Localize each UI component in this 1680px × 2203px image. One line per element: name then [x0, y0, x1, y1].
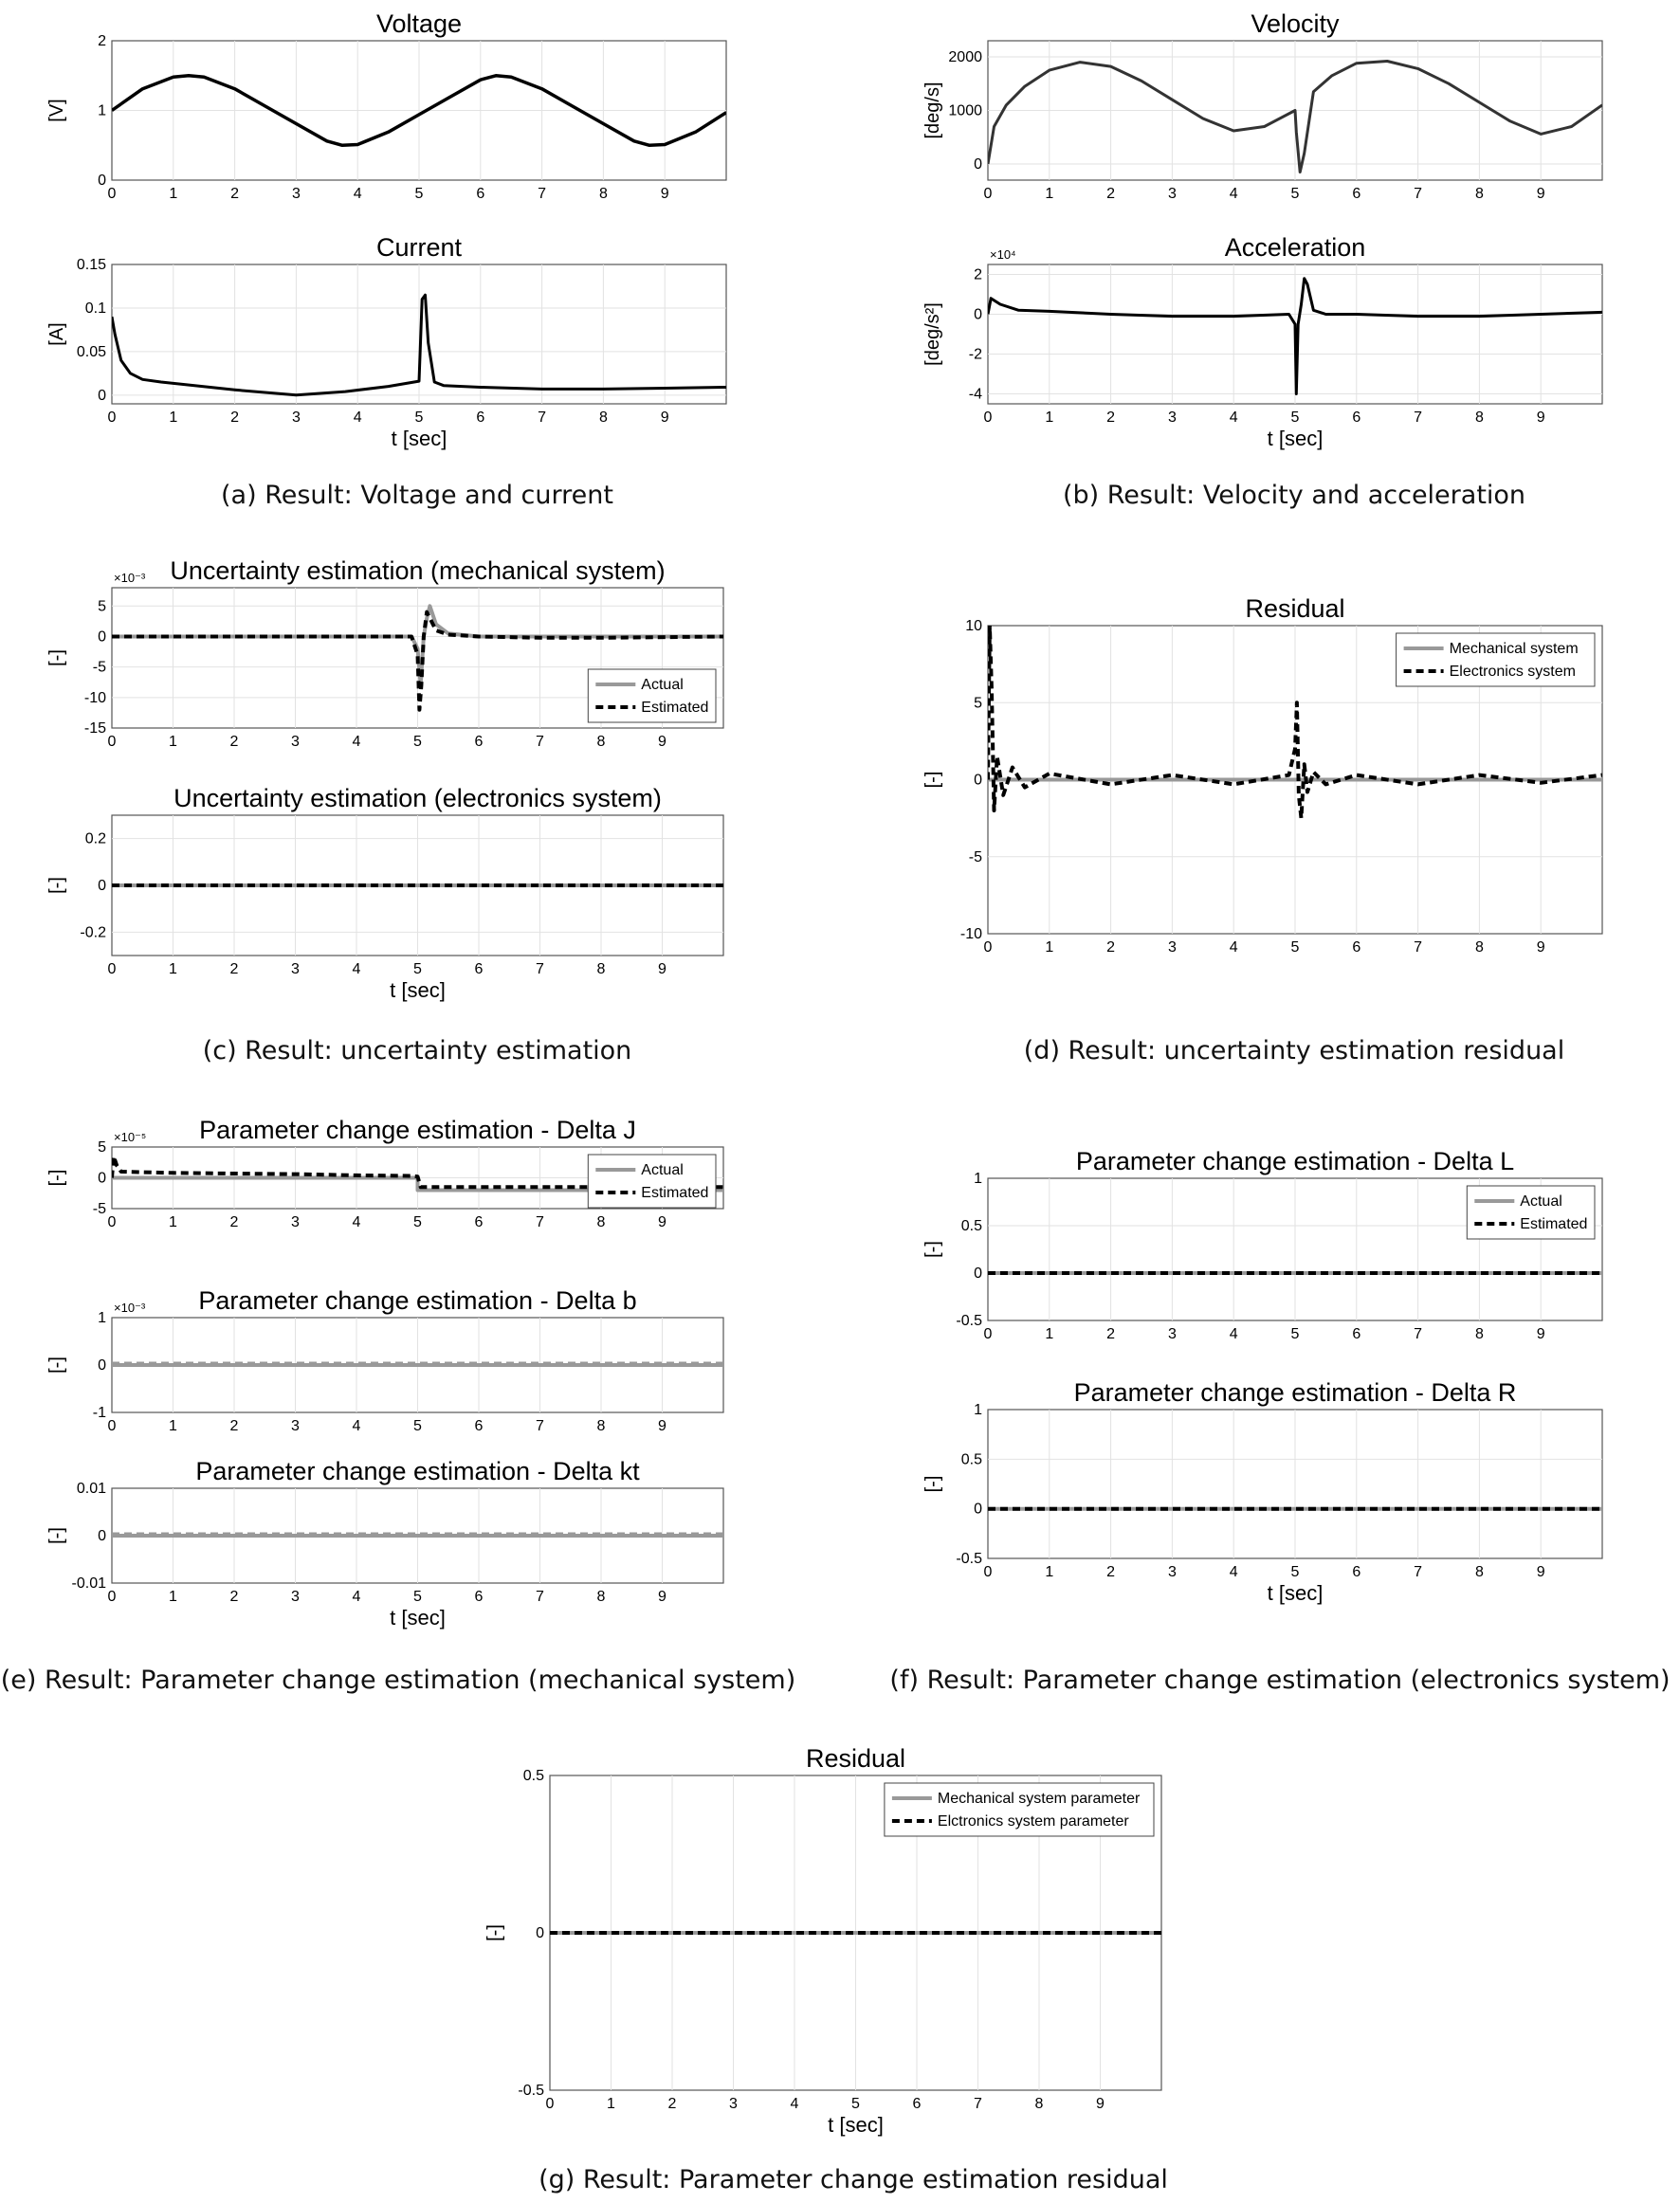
y-tick-label: 0: [974, 772, 982, 789]
chart-title: Velocity: [1251, 9, 1340, 38]
chart-panel-d: [922, 594, 1602, 956]
y-axis-label: [V]: [46, 99, 67, 122]
y-tick-label: 1: [98, 102, 106, 119]
x-tick-label: 7: [536, 961, 544, 977]
x-tick-label: 0: [983, 939, 993, 956]
x-tick-label: 0: [107, 734, 117, 750]
x-tick-label: 5: [414, 186, 424, 202]
y-tick-label: 0.15: [76, 257, 106, 273]
x-tick-label: 4: [352, 734, 361, 750]
x-tick-label: 8: [1474, 410, 1484, 426]
x-axis-label: t [sec]: [1267, 1581, 1324, 1605]
x-tick-label: 6: [476, 410, 485, 426]
x-tick-label: 8: [598, 186, 608, 202]
chart-panel-a: [46, 9, 726, 202]
x-tick-label: 4: [353, 410, 362, 426]
x-axis-label: t [sec]: [390, 978, 446, 1002]
x-tick-label: 0: [983, 410, 993, 426]
x-tick-label: 6: [476, 186, 485, 202]
chart-panel-g: [484, 1744, 1161, 2137]
y-tick-label: 2: [98, 33, 106, 49]
x-tick-label: 7: [1414, 1326, 1423, 1342]
x-tick-label: 3: [291, 734, 300, 750]
x-tick-label: 7: [536, 1589, 544, 1605]
legend-label: Electronics system: [1449, 664, 1576, 680]
chart-panel-c: [46, 784, 723, 1002]
chart-title: Voltage: [375, 9, 463, 38]
x-tick-label: 5: [413, 734, 422, 750]
x-tick-label: 7: [536, 734, 544, 750]
y-tick-label: 5: [98, 598, 106, 615]
chart-title: Parameter change estimation - Delta L: [1075, 1147, 1515, 1175]
chart-title: Parameter change estimation - Delta J: [199, 1116, 636, 1144]
chart-panel-f: [922, 1378, 1602, 1605]
y-tick-label: -0.2: [80, 924, 106, 941]
y-tick-label: -5: [92, 1201, 106, 1217]
x-tick-label: 9: [1536, 1564, 1545, 1580]
y-tick-label: 1: [974, 1402, 982, 1418]
x-tick-label: 7: [536, 1214, 544, 1230]
x-tick-label: 3: [291, 1589, 300, 1605]
x-axis-label: t [sec]: [828, 2113, 884, 2137]
y-tick-label: -5: [92, 659, 106, 676]
x-tick-label: 6: [474, 1214, 484, 1230]
y-tick-label: 0: [98, 1170, 106, 1187]
legend-label: Mechanical system: [1449, 641, 1579, 657]
y-tick-label: -15: [83, 720, 106, 737]
x-tick-label: 0: [983, 1326, 993, 1342]
chart-title: Acceleration: [1224, 233, 1366, 262]
x-axis-label: t [sec]: [390, 1606, 446, 1629]
y-tick-label: 0: [98, 1357, 106, 1374]
x-tick-label: 1: [169, 1214, 177, 1230]
x-tick-label: 8: [598, 410, 608, 426]
y-tick-label: -5: [968, 848, 982, 865]
x-tick-label: 5: [1290, 1326, 1300, 1342]
x-tick-label: 5: [851, 2096, 860, 2112]
legend-label: Actual: [1520, 1193, 1562, 1210]
y-axis-label: [deg/s]: [922, 82, 943, 139]
y-tick-label: 1000: [948, 102, 982, 119]
figure-caption: (a) Result: Voltage and current: [221, 481, 613, 510]
x-tick-label: 6: [474, 1589, 484, 1605]
x-tick-label: 3: [729, 2096, 738, 2112]
y-tick-label: -2: [968, 346, 982, 363]
x-tick-label: 3: [291, 1214, 300, 1230]
x-tick-label: 3: [291, 410, 301, 426]
chart-title: Parameter change estimation - Delta kt: [195, 1457, 640, 1485]
y-axis-label: [-]: [922, 771, 943, 789]
x-tick-label: 1: [169, 734, 177, 750]
y-tick-label: 10: [965, 618, 982, 634]
x-tick-label: 2: [230, 410, 240, 426]
y-tick-label: 0.5: [960, 1218, 982, 1234]
x-tick-label: 5: [1290, 939, 1300, 956]
x-tick-label: 6: [474, 961, 484, 977]
x-tick-label: 2: [229, 734, 239, 750]
y-tick-label: -0.5: [956, 1313, 982, 1329]
x-tick-label: 9: [660, 186, 669, 202]
x-tick-label: 3: [291, 186, 301, 202]
x-tick-label: 1: [169, 1589, 177, 1605]
x-tick-label: 7: [538, 410, 547, 426]
x-axis-label: t [sec]: [1267, 427, 1324, 450]
x-tick-label: 5: [1290, 186, 1300, 202]
chart-title: Parameter change estimation - Delta b: [198, 1286, 637, 1315]
y-tick-label: -10: [83, 689, 106, 706]
x-tick-label: 5: [413, 961, 422, 977]
x-tick-label: 0: [107, 410, 117, 426]
y-tick-label: -0.5: [956, 1551, 982, 1567]
x-tick-label: 6: [474, 1418, 484, 1434]
x-tick-label: 9: [658, 961, 667, 977]
y-tick-label: 0: [98, 173, 106, 189]
y-tick-label: 5: [98, 1139, 106, 1156]
x-tick-label: 9: [658, 1418, 667, 1434]
legend-label: Estimated: [641, 1185, 709, 1201]
x-tick-label: 7: [1414, 186, 1423, 202]
y-axis-label: [-]: [922, 1475, 943, 1493]
y-tick-label: 0.5: [522, 1768, 544, 1784]
x-tick-label: 9: [658, 734, 667, 750]
y-tick-label: 1: [98, 1310, 106, 1326]
figure-caption: (e) Result: Parameter change estimation (mechanical system): [0, 1666, 796, 1695]
x-tick-label: 2: [667, 2096, 677, 2112]
x-tick-label: 1: [607, 2096, 615, 2112]
x-tick-label: 3: [1167, 410, 1177, 426]
y-axis-label: [A]: [46, 322, 67, 346]
axis-exponent: ×10⁻⁵: [114, 1130, 147, 1144]
x-tick-label: 1: [169, 186, 178, 202]
axis-exponent: ×10⁻³: [114, 571, 146, 585]
x-tick-label: 0: [983, 1564, 993, 1580]
chart-panel-b: [922, 9, 1602, 202]
x-tick-label: 1: [169, 961, 177, 977]
y-tick-label: 0: [536, 1925, 544, 1941]
legend-label: Estimated: [1520, 1216, 1588, 1232]
x-tick-label: 7: [538, 186, 547, 202]
x-tick-label: 0: [983, 186, 993, 202]
x-tick-label: 0: [107, 1214, 117, 1230]
y-tick-label: 0.1: [84, 300, 106, 317]
figure-caption: (f) Result: Parameter change estimation (electronics system): [889, 1666, 1671, 1695]
x-tick-label: 5: [1290, 410, 1300, 426]
x-tick-label: 8: [596, 1214, 606, 1230]
chart-title: Residual: [1245, 594, 1345, 623]
x-tick-label: 1: [169, 1418, 177, 1434]
x-tick-label: 3: [291, 1418, 300, 1434]
y-tick-label: 0: [98, 628, 106, 646]
x-tick-label: 8: [596, 734, 606, 750]
x-tick-label: 0: [545, 2096, 555, 2112]
legend-label: Estimated: [641, 700, 709, 716]
x-tick-label: 6: [1352, 186, 1361, 202]
x-tick-label: 5: [413, 1589, 422, 1605]
y-tick-label: 0: [974, 306, 982, 323]
figure-caption: (b) Result: Velocity and acceleration: [1062, 481, 1526, 510]
x-tick-label: 4: [1229, 1326, 1238, 1342]
x-tick-label: 4: [352, 1214, 361, 1230]
figure-caption: (d) Result: uncertainty estimation residual: [1023, 1036, 1565, 1065]
y-tick-label: 0: [98, 878, 106, 894]
axis-exponent: ×10⁻³: [114, 1301, 146, 1315]
x-tick-label: 6: [1352, 939, 1361, 956]
x-tick-label: 4: [1229, 410, 1238, 426]
x-tick-label: 8: [596, 961, 606, 977]
x-tick-label: 4: [1229, 1564, 1238, 1580]
x-tick-label: 4: [352, 1418, 361, 1434]
x-tick-label: 9: [1536, 1326, 1545, 1342]
figure-caption: (g) Result: Parameter change estimation residual: [539, 2165, 1168, 2194]
y-axis-label: [-]: [922, 1241, 943, 1258]
x-tick-label: 2: [1106, 186, 1116, 202]
y-tick-label: -10: [959, 926, 982, 942]
x-tick-label: 9: [660, 410, 669, 426]
chart-panel-e: [46, 1286, 723, 1434]
x-tick-label: 7: [536, 1418, 544, 1434]
x-tick-label: 9: [658, 1214, 667, 1230]
x-tick-label: 3: [1167, 186, 1177, 202]
y-axis-label: [-]: [46, 1356, 67, 1374]
y-tick-label: -0.5: [518, 2083, 544, 2099]
x-tick-label: 7: [974, 2096, 982, 2112]
x-tick-label: 9: [1536, 939, 1545, 956]
y-axis-label: [-]: [484, 1924, 505, 1941]
y-axis-label: [-]: [46, 649, 67, 666]
y-tick-label: 0.05: [76, 343, 106, 360]
x-tick-label: 4: [352, 1589, 361, 1605]
x-tick-label: 2: [229, 1589, 239, 1605]
x-tick-label: 8: [1474, 1326, 1484, 1342]
y-axis-label: [-]: [46, 1169, 67, 1187]
x-tick-label: 8: [596, 1418, 606, 1434]
x-tick-label: 9: [1536, 410, 1545, 426]
x-tick-label: 1: [1045, 186, 1054, 202]
x-tick-label: 5: [414, 410, 424, 426]
chart-panel-b: [922, 233, 1602, 450]
axis-exponent: ×10⁴: [990, 247, 1016, 262]
x-tick-label: 2: [229, 1418, 239, 1434]
x-tick-label: 6: [1352, 1564, 1361, 1580]
x-tick-label: 1: [1045, 939, 1054, 956]
y-tick-label: 0.01: [76, 1481, 106, 1497]
x-tick-label: 2: [1106, 1326, 1116, 1342]
chart-title: Residual: [805, 1744, 906, 1773]
y-tick-label: 2000: [948, 48, 982, 65]
y-tick-label: -4: [968, 386, 982, 403]
chart-title: Uncertainty estimation (mechanical system): [170, 556, 666, 585]
y-axis-label: [deg/s²]: [922, 302, 943, 366]
legend-label: Mechanical system parameter: [937, 1791, 1141, 1807]
x-tick-label: 7: [1414, 1564, 1423, 1580]
x-tick-label: 6: [474, 734, 484, 750]
x-tick-label: 4: [790, 2096, 799, 2112]
x-tick-label: 7: [1414, 939, 1423, 956]
legend-label: Actual: [641, 677, 684, 693]
x-tick-label: 2: [1106, 410, 1116, 426]
chart-panel-e: [46, 1457, 723, 1629]
x-tick-label: 0: [107, 961, 117, 977]
y-tick-label: 2: [974, 266, 982, 283]
x-tick-label: 0: [107, 1589, 117, 1605]
figure-caption: (c) Result: uncertainty estimation: [202, 1036, 632, 1065]
y-tick-label: 1: [974, 1171, 982, 1187]
x-tick-label: 9: [1536, 186, 1545, 202]
x-tick-label: 8: [1474, 186, 1484, 202]
y-tick-label: 0.2: [84, 830, 106, 847]
y-tick-label: 5: [974, 695, 982, 712]
x-tick-label: 4: [352, 961, 361, 977]
y-tick-label: 0: [974, 1501, 982, 1518]
x-tick-label: 0: [107, 186, 117, 202]
x-tick-label: 1: [169, 410, 178, 426]
x-tick-label: 0: [107, 1418, 117, 1434]
x-tick-label: 2: [230, 186, 240, 202]
x-axis-label: t [sec]: [391, 427, 447, 450]
x-tick-label: 7: [1414, 410, 1423, 426]
y-tick-label: 0: [98, 1528, 106, 1544]
chart-panel-c: [46, 556, 723, 750]
chart-panel-a: [46, 233, 726, 450]
legend-label: Elctronics system parameter: [937, 1813, 1129, 1830]
x-tick-label: 1: [1045, 1326, 1054, 1342]
y-tick-label: 0: [98, 387, 106, 404]
x-tick-label: 5: [413, 1214, 422, 1230]
x-tick-label: 3: [1167, 1564, 1177, 1580]
chart-title: Current: [375, 233, 463, 262]
y-tick-label: 0: [974, 1265, 982, 1282]
x-tick-label: 6: [1352, 1326, 1361, 1342]
y-tick-label: -0.01: [71, 1575, 106, 1592]
x-tick-label: 4: [1229, 186, 1238, 202]
chart-panel-f: [922, 1147, 1602, 1342]
chart-title: Uncertainty estimation (electronics system): [173, 784, 662, 812]
x-tick-label: 1: [1045, 410, 1054, 426]
x-tick-label: 8: [596, 1589, 606, 1605]
x-tick-label: 3: [1167, 1326, 1177, 1342]
x-tick-label: 6: [1352, 410, 1361, 426]
x-tick-label: 6: [912, 2096, 922, 2112]
x-tick-label: 4: [353, 186, 362, 202]
chart-title: Parameter change estimation - Delta R: [1073, 1378, 1517, 1407]
y-tick-label: -1: [92, 1405, 106, 1421]
x-tick-label: 8: [1474, 1564, 1484, 1580]
x-tick-label: 4: [1229, 939, 1238, 956]
x-tick-label: 8: [1474, 939, 1484, 956]
y-tick-label: 0: [974, 156, 982, 173]
chart-panel-e: [46, 1116, 723, 1230]
x-tick-label: 8: [1034, 2096, 1044, 2112]
x-tick-label: 2: [229, 961, 239, 977]
y-tick-label: 0.5: [960, 1451, 982, 1468]
x-tick-label: 2: [1106, 939, 1116, 956]
x-tick-label: 9: [1096, 2096, 1105, 2112]
x-tick-label: 2: [229, 1214, 239, 1230]
y-axis-label: [-]: [46, 1527, 67, 1544]
x-tick-label: 9: [658, 1589, 667, 1605]
x-tick-label: 5: [413, 1418, 422, 1434]
x-tick-label: 5: [1290, 1564, 1300, 1580]
x-tick-label: 2: [1106, 1564, 1116, 1580]
y-axis-label: [-]: [46, 877, 67, 894]
x-tick-label: 1: [1045, 1564, 1054, 1580]
legend-label: Actual: [641, 1162, 684, 1178]
x-tick-label: 3: [291, 961, 300, 977]
x-tick-label: 3: [1167, 939, 1177, 956]
